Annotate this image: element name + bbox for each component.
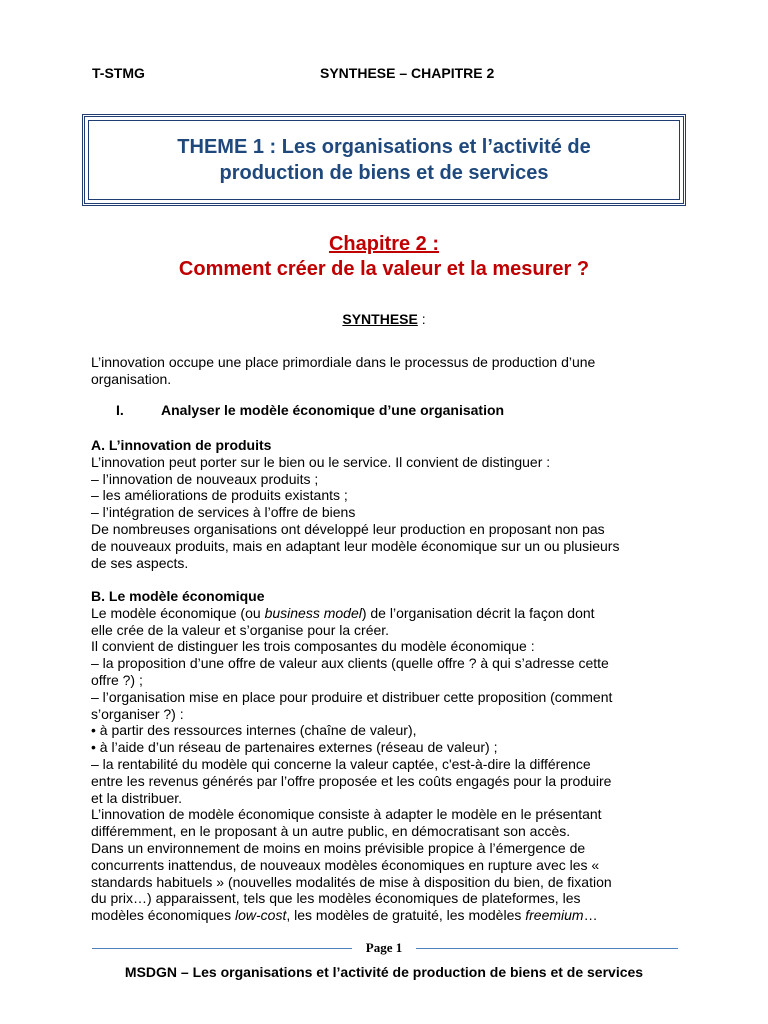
- footer-text: MSDGN – Les organisations et l’activité de production de biens et de services: [124, 964, 644, 980]
- part-b-line: [91, 605, 691, 622]
- part-b-line: entre les revenus générés par l’offre proposée et les coûts engagés pour la produire: [91, 772, 612, 789]
- section-title: Analyser le modèle économique d’une organisation: [161, 402, 505, 418]
- theme-box: [82, 114, 686, 206]
- part-b-text: ) de l’organisation décrit la façon dont: [361, 604, 595, 621]
- part-b-line: offre ?) ;: [91, 671, 143, 688]
- intro-line: organisation.: [91, 370, 172, 387]
- synthese-label: SYNTHESE: [342, 311, 418, 327]
- part-a-line: – l’innovation de nouveaux produits ;: [91, 470, 319, 487]
- part-b-line: L’innovation de modèle économique consiste à adapter le modèle en le présentant: [91, 806, 602, 823]
- part-b-line: Dans un environnement de moins en moins prévisible propice à l’émergence de: [91, 839, 586, 856]
- synthese-suffix: :: [417, 311, 426, 327]
- part-b-line: Il convient de distinguer les trois composantes du modèle économique :: [91, 638, 535, 655]
- part-b-emphasis: low-cost: [234, 907, 287, 924]
- part-b-text: modèles économiques: [91, 907, 235, 924]
- header-left: T-STMG: [92, 65, 145, 81]
- part-a-line: De nombreuses organisations ont développé leur production en proposant non pas: [91, 520, 605, 537]
- part-b-line: différemment, en le proposant à un autre public, en démocratisant son accès.: [91, 823, 571, 840]
- part-b-title: B. Le modèle économique: [91, 588, 265, 604]
- chapter-question: Comment créer de la valeur et la mesurer ?: [178, 258, 590, 280]
- footer-divider-right: [416, 948, 678, 949]
- intro-line: L’innovation occupe une place primordiale dans le processus de production d’une: [91, 354, 596, 370]
- part-b-emphasis: business model: [264, 604, 362, 621]
- chapter-number-text: Chapitre 2 :: [328, 233, 440, 255]
- part-a: [91, 437, 691, 571]
- part-b-text: …: [583, 907, 598, 924]
- part-b-line: [91, 907, 691, 924]
- footer-divider-left: [92, 948, 352, 949]
- part-b-line: • à l’aide d’un réseau de partenaires externes (réseau de valeur) ;: [91, 739, 498, 756]
- synthese-heading: [0, 311, 768, 327]
- part-b-line: – la rentabilité du modèle qui concerne la valeur captée, c'est-à-dire la différence: [91, 755, 591, 772]
- part-b-line: – la proposition d’une offre de valeur aux clients (quelle offre ? à qui s’adresse cette: [91, 655, 609, 672]
- part-b-text: Le modèle économique (ou: [91, 604, 265, 621]
- part-b-text: , les modèles de gratuité, les modèles: [286, 907, 526, 924]
- part-b-line: concurrents inattendus, de nouveaux modèles économiques en rupture avec les «: [91, 856, 600, 873]
- part-b-line: du prix…) apparaissent, tels que les modèles économiques de plateformes, les: [91, 890, 581, 907]
- part-b-line: – l’organisation mise en place pour produire et distribuer cette proposition (comment: [91, 688, 613, 705]
- section-number: I.: [116, 402, 124, 418]
- part-a-line: L’innovation peut porter sur le bien ou le service. Il convient de distinguer :: [91, 453, 551, 470]
- part-a-line: de nouveaux produits, mais en adaptant leur modèle économique sur un ou plusieurs: [91, 537, 620, 554]
- theme-box-inner: [88, 120, 680, 200]
- part-b-line: standards habituels » (nouvelles modalités de mise à disposition du bien, de fixation: [91, 873, 612, 890]
- part-b: [91, 588, 691, 924]
- part-b-line: • à partir des ressources internes (chaîne de valeur),: [91, 722, 417, 739]
- part-b-line: elle crée de la valeur et s’organise pour la créer.: [91, 621, 390, 638]
- header-center: SYNTHESE – CHAPITRE 2: [320, 65, 495, 81]
- section-heading: [91, 402, 691, 419]
- part-a-title: A. L’innovation de produits: [91, 437, 272, 453]
- page-number: Page 1: [365, 940, 403, 955]
- part-a-line: de ses aspects.: [91, 554, 189, 571]
- part-b-emphasis: freemium: [525, 907, 584, 924]
- part-b-line: et la distribuer.: [91, 789, 183, 806]
- part-a-line: – l’intégration de services à l’offre de biens: [91, 504, 356, 521]
- theme-title: THEME 1 : Les organisations et l’activité de production de biens et de services: [177, 136, 591, 184]
- intro-paragraph: [91, 354, 691, 388]
- part-b-line: s’organiser ?) :: [91, 705, 184, 722]
- chapter-number: [0, 233, 768, 256]
- part-a-line: – les améliorations de produits existants ;: [91, 487, 348, 504]
